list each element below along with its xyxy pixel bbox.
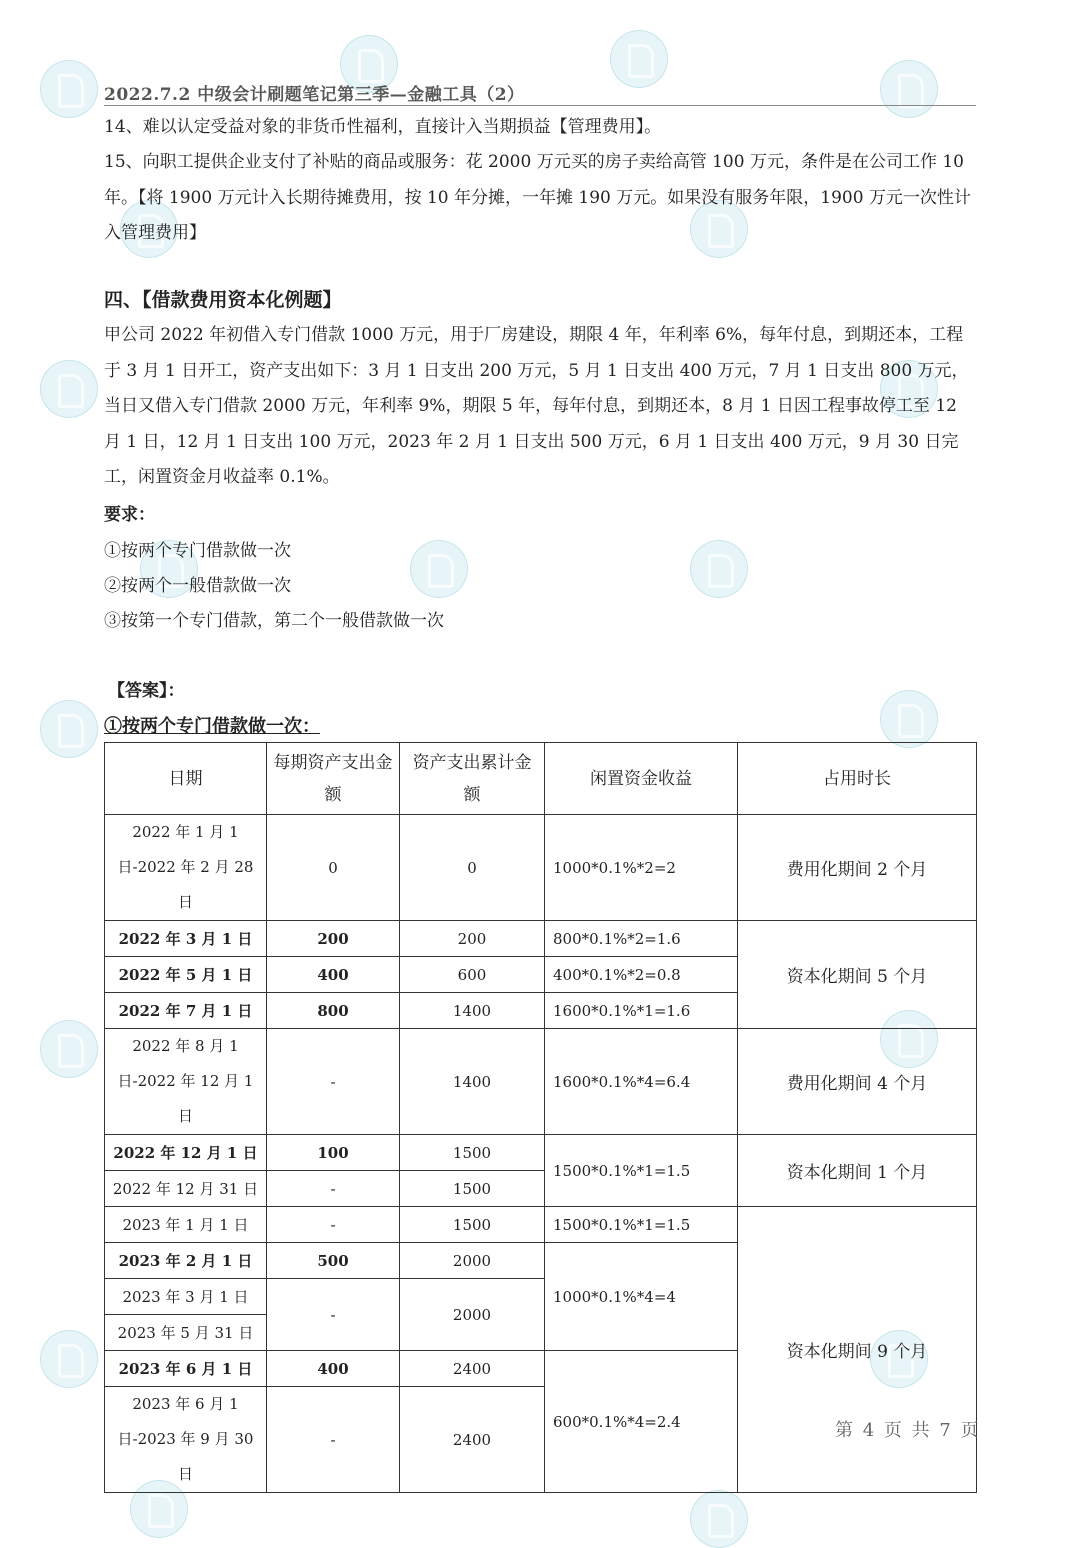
cell-exp: 400 [267, 1351, 400, 1387]
requirement-1: ①按两个专门借款做一次 [104, 541, 291, 561]
cell-exp: - [267, 1207, 400, 1243]
cell-occ: 资本化期间 5 个月 [738, 921, 977, 1029]
cell-cum: 1500 [400, 1207, 545, 1243]
cell-idle: 1500*0.1%*1=1.5 [545, 1207, 738, 1243]
cell-idle: 600*0.1%*4=2.4 [545, 1351, 738, 1493]
section-heading: 四、【借款费用资本化例题】 [104, 289, 342, 311]
cell-cum: 1500 [400, 1171, 545, 1207]
cell-cum: 1400 [400, 993, 545, 1029]
requirements-label: 要求： [104, 505, 155, 525]
cell-date: 2023 年 1 月 1 日 [105, 1207, 267, 1243]
cell-date: 2023 年 2 月 1 日 [105, 1243, 267, 1279]
question-text: 甲公司 2022 年初借入专门借款 1000 万元，用于厂房建设，期限 4 年，年利率 6%，每年付息，到期还本，工程于 3 月 1 日开工，资产支出如下：3 月 1 日支出 200 万元，5 月 1 日支出 400 万元，7 月 1 日支出 800 万元，当日又借入专门借款 2000 万元，年利率 9%，期限 5 年，每年付息，到期还本，8 月 1 日因工程事故停工至 12 月 1 日，12 月 1 日支出 100 万元，2023 年 2 月 1 日支出 500 万元，6 月 1 日支出 400 万元，9 月 30 日完工，闲置资金月收益率 0.1%。 [104, 325, 969, 487]
cell-cum: 1500 [400, 1135, 545, 1171]
cell-idle: 1000*0.1%*4=4 [545, 1243, 738, 1351]
cell-date: 2022 年 12 月 1 日 [105, 1135, 267, 1171]
watermark-logo-icon [40, 60, 98, 118]
table-header-row [105, 743, 977, 815]
cell-idle: 1500*0.1%*1=1.5 [545, 1135, 738, 1207]
cell-exp: 800 [267, 993, 400, 1029]
table-row [105, 815, 977, 921]
answer-subheading: ①按两个专门借款做一次： [104, 716, 320, 737]
cell-date: 2022 年 1 月 1 日-2022 年 2 月 28 日 [105, 815, 267, 921]
capitalization-table [104, 742, 977, 1493]
cell-exp: - [267, 1387, 400, 1493]
table-row [105, 1029, 977, 1135]
page-header [104, 78, 976, 106]
cell-occ: 费用化期间 4 个月 [738, 1029, 977, 1135]
table-row [105, 921, 977, 957]
watermark-logo-icon [690, 540, 748, 598]
header-title: 2022.7.2 中级会计刷题笔记第三季—金融工具（2） [104, 85, 525, 105]
cell-cum: 2400 [400, 1387, 545, 1493]
cell-date: 2022 年 8 月 1 日-2022 年 12 月 1 日 [105, 1029, 267, 1135]
cell-occ: 费用化期间 2 个月 [738, 815, 977, 921]
cell-idle: 1600*0.1%*1=1.6 [545, 993, 738, 1029]
header-expenditure: 每期资产支出金额 [267, 743, 400, 815]
table-row [105, 1135, 977, 1171]
cell-exp: 500 [267, 1243, 400, 1279]
watermark-logo-icon [880, 690, 938, 748]
table-row [105, 1207, 977, 1243]
cell-date: 2023 年 6 月 1 日-2023 年 9 月 30 日 [105, 1387, 267, 1493]
cell-cum: 600 [400, 957, 545, 993]
cell-exp: 200 [267, 921, 400, 957]
cell-exp: 100 [267, 1135, 400, 1171]
cell-occ: 资本化期间 1 个月 [738, 1135, 977, 1207]
cell-exp: - [267, 1029, 400, 1135]
watermark-logo-icon [40, 360, 98, 418]
cell-date: 2022 年 12 月 31 日 [105, 1171, 267, 1207]
cell-exp: - [267, 1171, 400, 1207]
cell-date: 2022 年 5 月 1 日 [105, 957, 267, 993]
cell-exp: 0 [267, 815, 400, 921]
watermark-logo-icon [40, 1020, 98, 1078]
cell-date: 2023 年 3 月 1 日 [105, 1279, 267, 1315]
cell-cum: 2400 [400, 1351, 545, 1387]
cell-date: 2022 年 7 月 1 日 [105, 993, 267, 1029]
cell-exp: - [267, 1279, 400, 1351]
cell-idle: 1000*0.1%*2=2 [545, 815, 738, 921]
cell-cum: 200 [400, 921, 545, 957]
header-occupancy: 占用时长 [738, 743, 977, 815]
cell-cum: 0 [400, 815, 545, 921]
cell-occ: 资本化期间 9 个月 [738, 1207, 977, 1493]
cell-date: 2023 年 6 月 1 日 [105, 1351, 267, 1387]
header-cumulative: 资产支出累计金额 [400, 743, 545, 815]
requirement-2: ②按两个一般借款做一次 [104, 576, 291, 596]
cell-idle: 400*0.1%*2=0.8 [545, 957, 738, 993]
watermark-logo-icon [40, 700, 98, 758]
cell-idle: 1600*0.1%*4=6.4 [545, 1029, 738, 1135]
cell-cum: 1400 [400, 1029, 545, 1135]
watermark-logo-icon [410, 540, 468, 598]
cell-cum: 2000 [400, 1243, 545, 1279]
header-idle-income: 闲置资金收益 [545, 743, 738, 815]
requirement-3: ③按第一个专门借款，第二个一般借款做一次 [104, 611, 444, 631]
cell-date: 2023 年 5 月 31 日 [105, 1315, 267, 1351]
watermark-logo-icon [690, 1490, 748, 1548]
cell-idle: 800*0.1%*2=1.6 [545, 921, 738, 957]
watermark-logo-icon [40, 1330, 98, 1388]
cell-date: 2022 年 3 月 1 日 [105, 921, 267, 957]
cell-cum: 2000 [400, 1279, 545, 1351]
cell-exp: 400 [267, 957, 400, 993]
note-15: 15、向职工提供企业支付了补贴的商品或服务：花 2000 万元买的房子卖给高管 100 万元，条件是在公司工作 10 年。【将 1900 万元计入长期待摊费用，按 10 年分摊，一年摊 190 万元。如果没有服务年限，1900 万元一次性计入管理费用】 [104, 152, 971, 243]
note-14: 14、难以认定受益对象的非货币性福利，直接计入当期损益【管理费用】。 [104, 117, 662, 137]
header-date: 日期 [105, 743, 267, 815]
answer-label: 【答案】： [108, 681, 185, 701]
page-number: 第 4 页 共 7 页 [835, 1420, 981, 1441]
